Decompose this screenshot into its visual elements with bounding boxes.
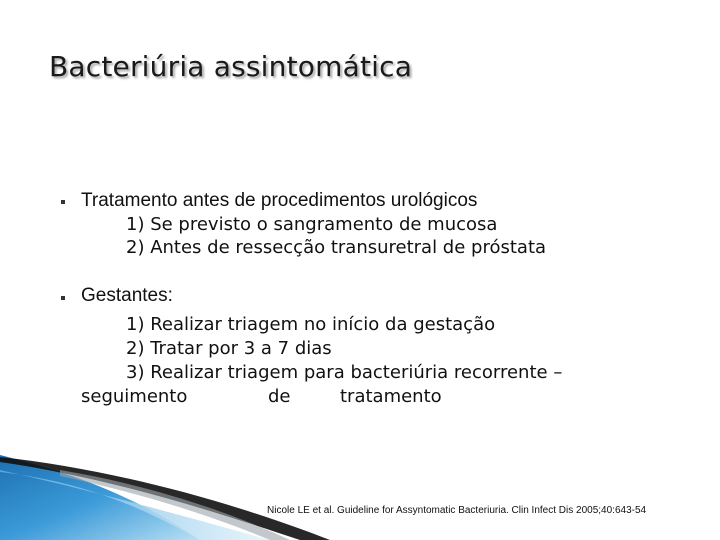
bullet-item: 3) Realizar triagem para bacteriúria recorrente – bbox=[126, 362, 563, 383]
bullet-heading: Tratamento antes de procedimentos urológicos bbox=[81, 190, 478, 211]
bullet-heading: Gestantes: bbox=[81, 285, 173, 306]
slide-title: Bacteriúria assintomática bbox=[49, 50, 413, 83]
bullet-continuation-word: seguimento bbox=[81, 386, 188, 407]
bullet-marker bbox=[61, 296, 65, 300]
bullet-marker bbox=[61, 200, 65, 204]
citation: Nicole LE et al. Guideline for Assyntomatic Bacteriuria. Clin Infect Dis 2005;40:643-54 bbox=[267, 505, 647, 516]
bullet-item: 1) Realizar triagem no início da gestação bbox=[126, 314, 496, 335]
bullet-item: 2) Tratar por 3 a 7 dias bbox=[126, 338, 332, 359]
bullet-continuation-word: tratamento bbox=[340, 386, 442, 407]
bullet-continuation-word: de bbox=[268, 386, 291, 407]
bullet-item: 1) Se previsto o sangramento de mucosa bbox=[126, 214, 498, 235]
bullet-item: 2) Antes de ressecção transuretral de próstata bbox=[126, 237, 547, 258]
